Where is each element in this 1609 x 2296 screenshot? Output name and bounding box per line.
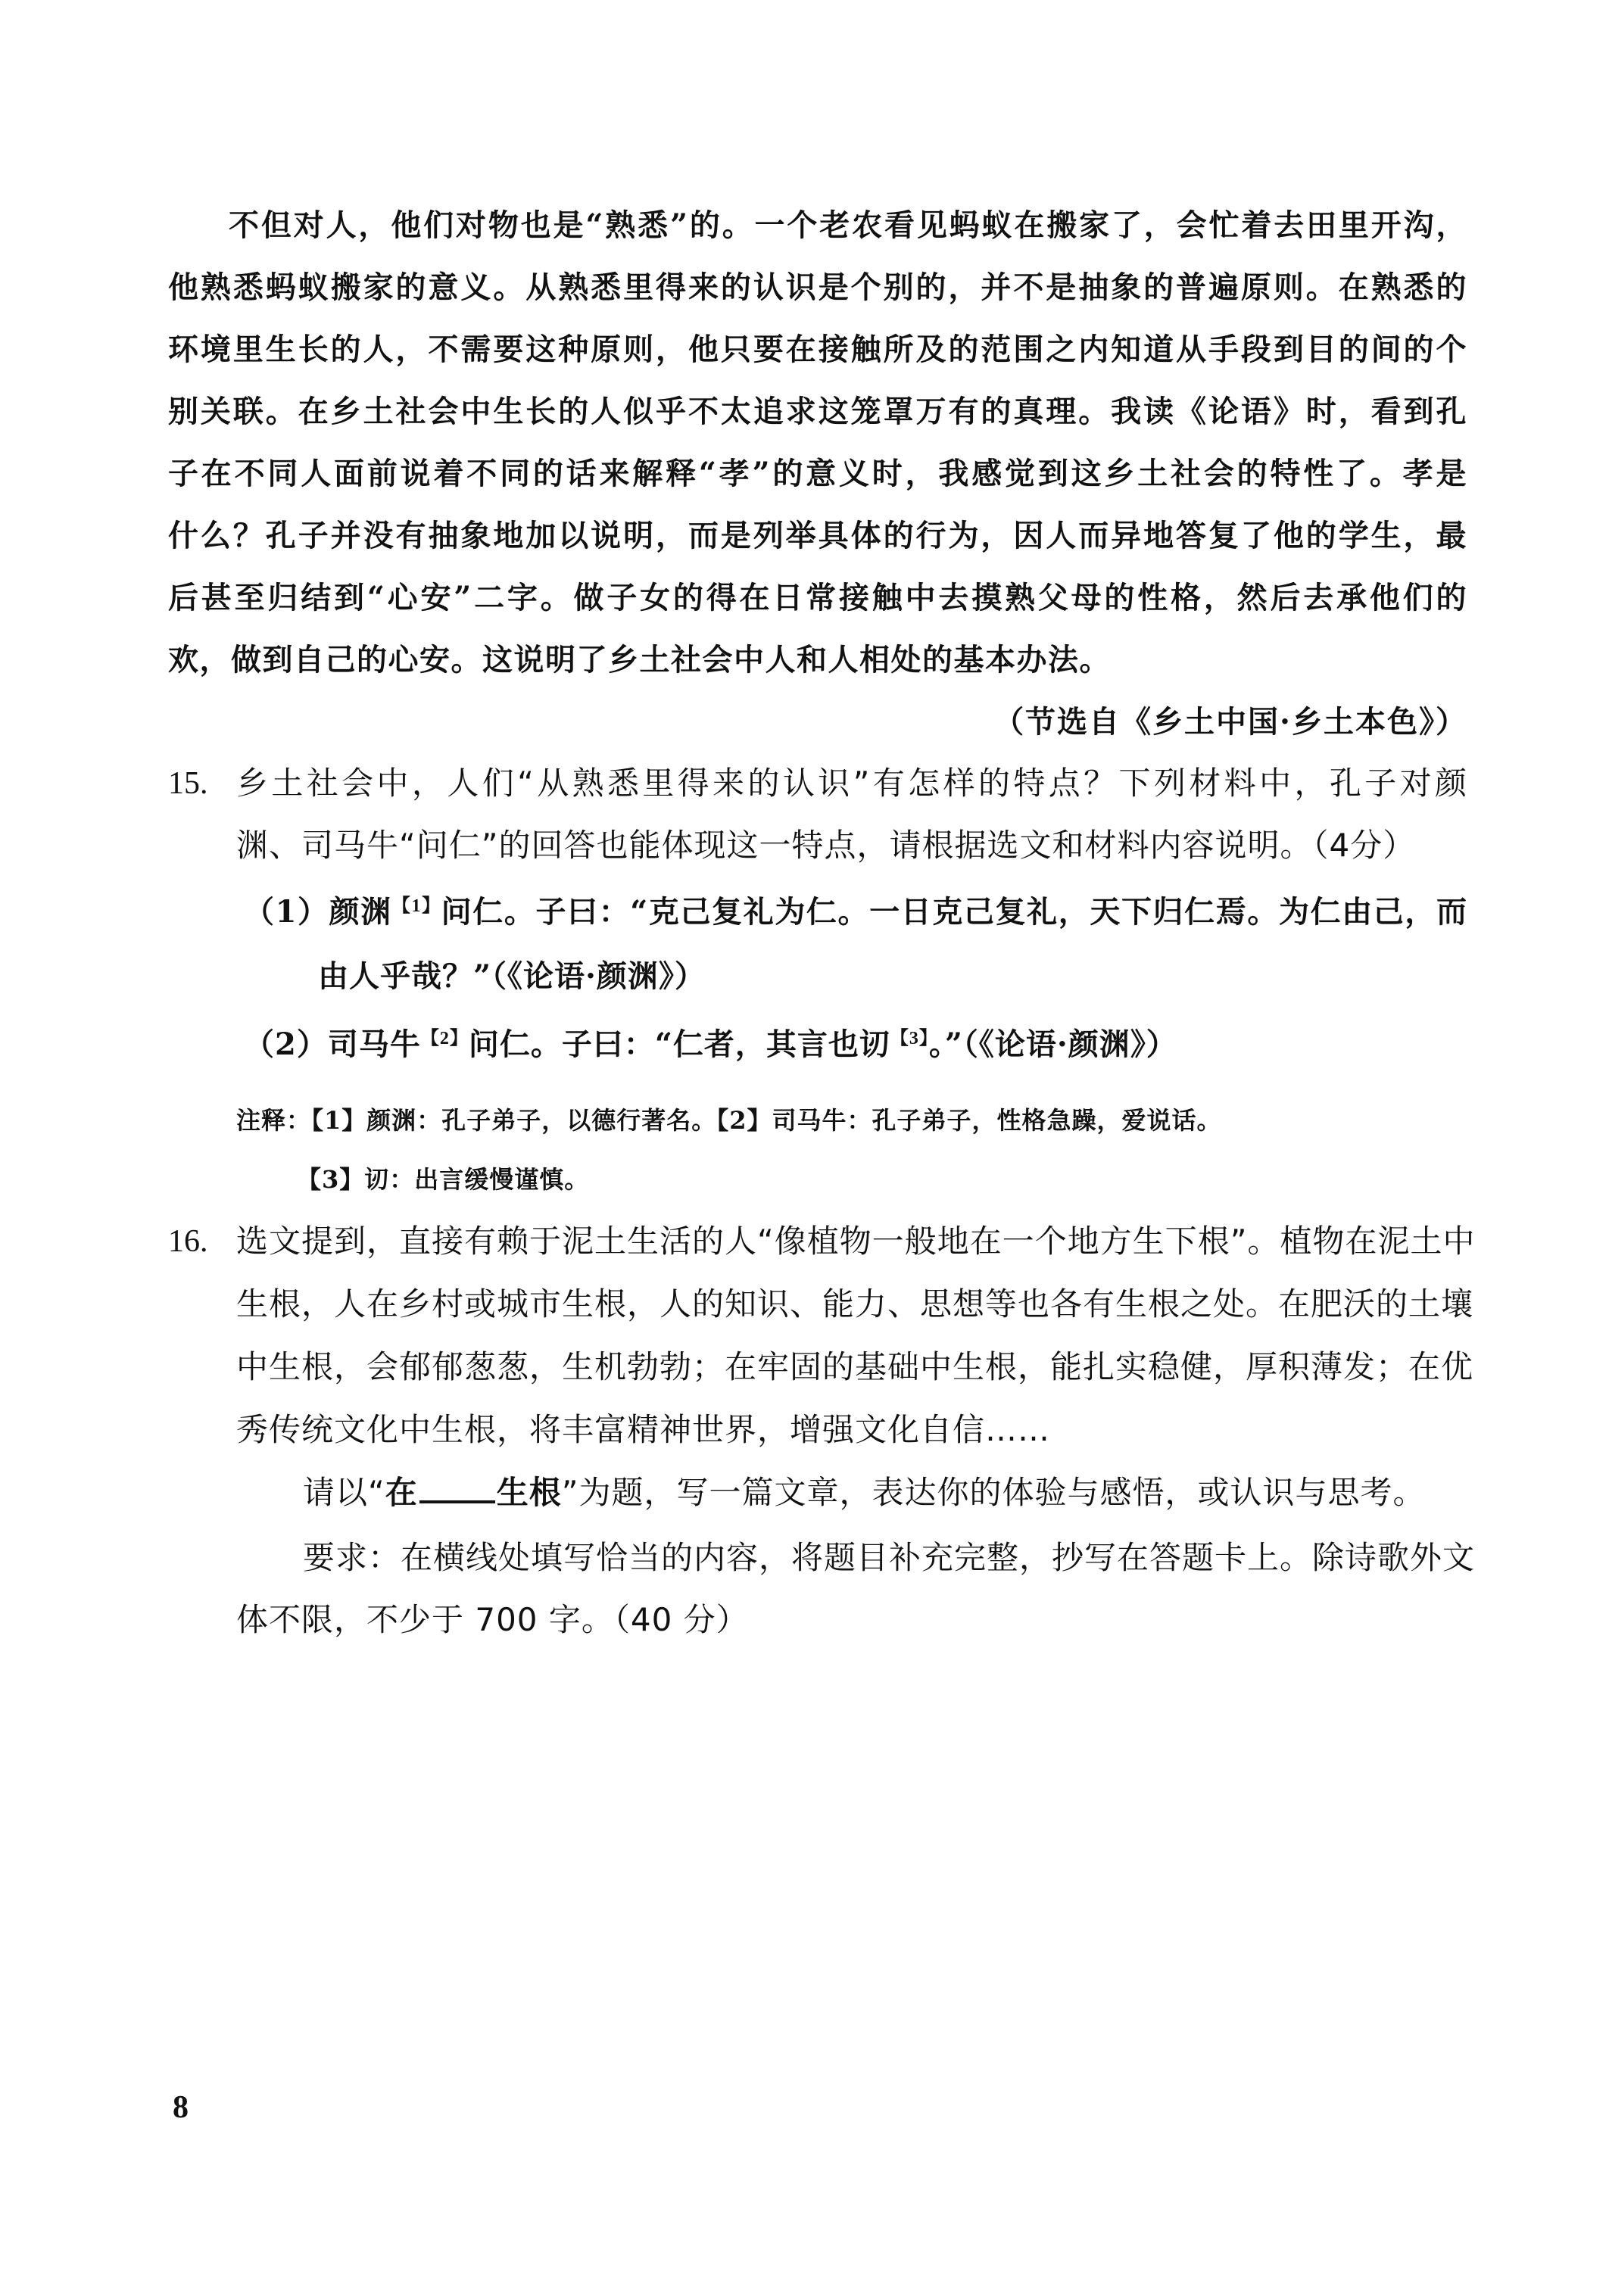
passage-line: 子在不同人面前说着不同的话来解释“孝”的意义时，我感觉到这乡土社会的特性了。孝是	[168, 456, 1467, 491]
material-1-text: 问仁。子曰：“克己复礼为仁。一日克己复礼，天下归仁焉。为仁由己，而	[441, 894, 1467, 930]
material-1-prefix: （1）颜渊	[244, 894, 392, 930]
annotation-line: 【3】讱：出言缓慢谨慎。	[297, 1165, 590, 1194]
material-1-line	[244, 889, 1467, 935]
passage-line: 不但对人，他们对物也是“熟悉”的。一个老农看见蚂蚁在搬家了，会忙着去田里开沟，	[229, 207, 1467, 243]
material-2-prefix: （2）司马牛	[244, 1027, 421, 1062]
material-2-line	[244, 1022, 1177, 1067]
question-text-line: 生根，人在乡村或城市生根，人的知识、能力、思想等也各有生根之处。在肥沃的土壤	[236, 1285, 1474, 1322]
requirement-line: 要求：在横线处填写恰当的内容，将题目补充完整，抄写在答题卡上。除诗歌外文	[303, 1539, 1476, 1576]
prompt-before: 请以“	[303, 1474, 385, 1511]
question-text-line: 选文提到，直接有赖于泥土生活的人“像植物一般地在一个地方生下根”。植物在泥土中	[236, 1223, 1476, 1260]
essay-title-start: 在	[385, 1474, 418, 1511]
footnote-ref: 【2】	[420, 1029, 469, 1048]
footnote-ref: 【3】	[890, 1029, 929, 1048]
material-1-line: 由人乎哉？”（《论语·颜渊》）	[318, 958, 706, 994]
passage-line: 什么？孔子并没有抽象地加以说明，而是列举具体的行为，因人而异地答复了他的学生，最	[168, 518, 1467, 553]
question-text-line: 乡土社会中，人们“从熟悉里得来的认识”有怎样的特点？下列材料中，孔子对颜	[236, 765, 1467, 802]
annotation-line: 注释：【1】颜渊：孔子弟子，以德行著名。【2】司马牛：孔子弟子，性格急躁，爱说话。	[236, 1106, 1222, 1135]
question-number: 16.	[168, 1224, 208, 1259]
prompt-after: ”为题，写一篇文章，表达你的体验与感悟，或认识与思考。	[561, 1474, 1426, 1511]
title-blank	[419, 1475, 495, 1503]
passage-line: 欢，做到自己的心安。这说明了乡土社会中人和人相处的基本办法。	[168, 642, 1111, 678]
passage-source: （节选自《乡土中国·乡土本色》）	[993, 704, 1467, 740]
page-number: 8	[173, 2090, 189, 2125]
material-2-end: 。”（《论语·颜渊》）	[928, 1027, 1177, 1062]
question-text-line: 秀传统文化中生根，将丰富精神世界，增强文化自信……	[236, 1411, 1051, 1448]
material-2-text: 问仁。子曰：“仁者，其言也讱	[468, 1027, 890, 1062]
passage-line: 环境里生长的人，不需要这种原则，他只要在接触所及的范围之内知道从手段到目的间的个	[168, 332, 1467, 367]
passage-line: 别关联。在乡土社会中生长的人似乎不太追求这笼罩万有的真理。我读《论语》时，看到孔	[168, 394, 1467, 429]
question-text-line: 中生根，会郁郁葱葱，生机勃勃；在牢固的基础中生根，能扎实稳健，厚积薄发；在优	[236, 1348, 1474, 1385]
question-number: 15.	[168, 766, 208, 801]
essay-prompt	[303, 1470, 1426, 1516]
requirement-line: 体不限，不少于 700 字。（40 分）	[236, 1601, 749, 1638]
essay-title-end: 生根	[496, 1474, 562, 1511]
question-text-line: 渊、司马牛“问仁”的回答也能体现这一特点，请根据选文和材料内容说明。（4分）	[236, 827, 1416, 864]
passage-line: 后甚至归结到“心安”二字。做子女的得在日常接触中去摸熟父母的性格，然后去承他们的	[168, 580, 1467, 615]
footnote-ref: 【1】	[391, 896, 441, 916]
passage-line: 他熟悉蚂蚁搬家的意义。从熟悉里得来的认识是个别的，并不是抽象的普遍原则。在熟悉的	[168, 269, 1467, 305]
